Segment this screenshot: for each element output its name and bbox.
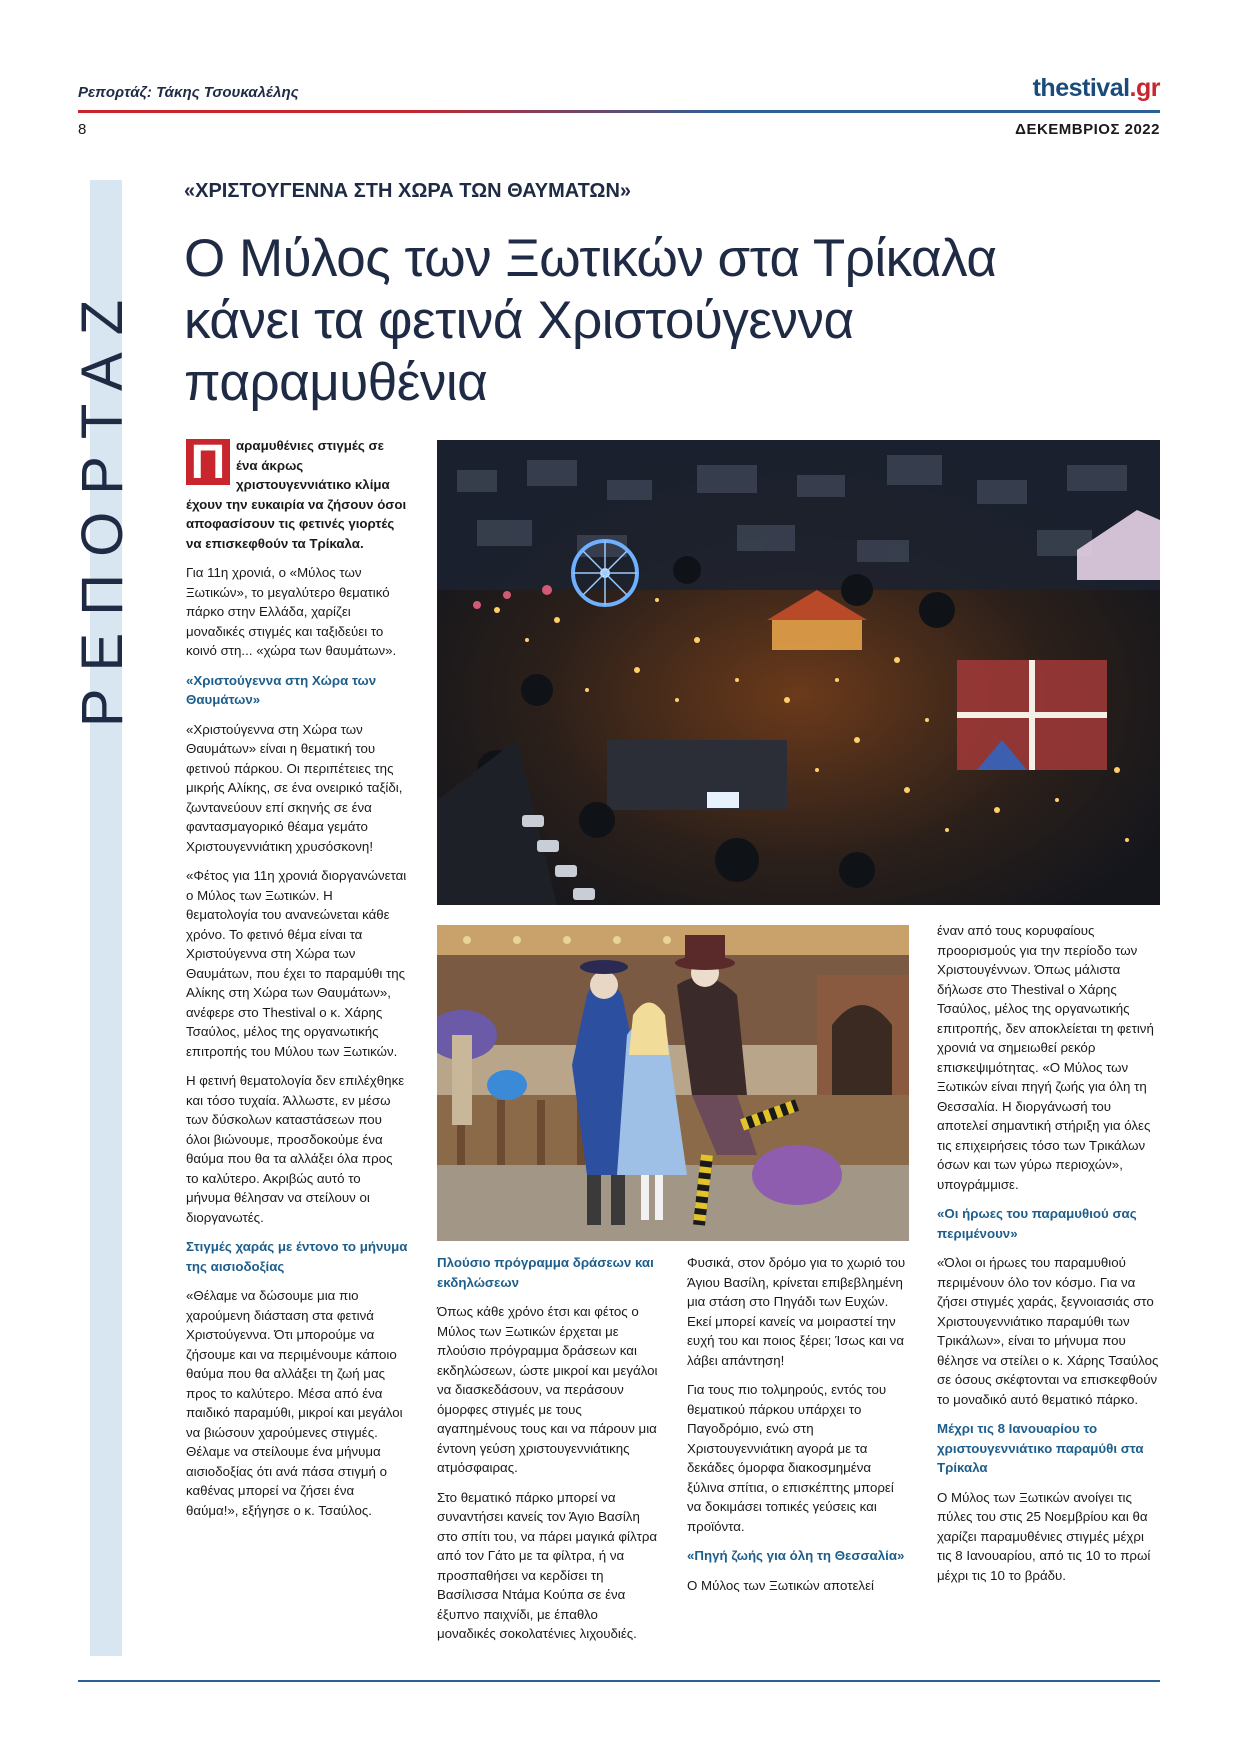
paragraph: Στο θεματικό πάρκο μπορεί να συναντήσει κανείς τον Άγιο Βασίλη στο σπίτι του, να πάρει μαγικά φίλτρα από τον Γάτο με τα φίλτρα, ή να προσπαθήσει να κερδίσει τη Βασίλισσα Ντάμα Κούπα σε ένα έξυπνο παιχνίδι, με έπαθλο μοναδικές σοκολατένιες λιχουδιές. [437,1489,658,1641]
aerial-park-photo [437,440,1160,905]
paragraph: Ο Μύλος των Ξωτικών ανοίγει τις πύλες του στις 25 Νοεμβρίου και θα χαρίζει παραμυθένιες στιγμές μέχρι τις 8 Ιανουαρίου, από τις 10 το πρωί μέχρι τις 10 το βράδυ. [937,1489,1151,1583]
article-column-1 [186,436,408,1530]
article-column-4 [937,921,1160,1595]
characters-photo [437,925,909,1241]
subheading: Πλούσιο πρόγραμμα δράσεων και εκδηλώσεων [437,1255,654,1290]
paragraph: «Φέτος για 11η χρονιά διοργανώνεται ο Μύλος των Ξωτικών. Η θεματολογία του ανανεώνεται κάθε χρόνο. Το φετινό θέμα είναι τα Χριστούγεννα στη Χώρα των Θαυμάτων, που έχει το παραμύθι της Αλίκης στη Χώρα των Θαυμάτων», ανέφερε στο Thestival ο κ. Χάρης Τσαύλος, μέλος της οργανωτικής επιτροπής του Μύλου των Ξωτικών. [186,868,407,1059]
lead-text: αραμυθένιες στιγμές σε ένα άκρως χριστουγεννιάτικο κλίμα έχουν την ευκαιρία να ζήσουν όσοι αποφασίσουν τις φετινές γιορτές να επισκεφθούν τα Τρίκαλα. [186,438,407,551]
paragraph: «Χριστούγεννα στη Χώρα των Θαυμάτων» είναι η θεματική του φετινού πάρκου. Οι περιπέτειες της μικρής Αλίκης, σε ένα ονειρικό ταξίδι, ζωντανεύουν επί σκηνής σε ένα φαντασμαγορικό θέαμα γεμάτο Χριστουγεννιάτικη χρυσόσκονη! [186,721,403,854]
subheading: «Πηγή ζωής για όλη τη Θεσσαλία» [687,1548,905,1563]
subheading: «Χριστούγεννα στη Χώρα των Θαυμάτων» [186,672,377,707]
lead-paragraph [186,436,408,553]
paragraph: Η φετινή θεματολογία δεν επιλέχθηκε και τόσο τυχαία. Άλλωστε, εν μέσω των δύσκολων καταστάσεων που όλοι βιώνουμε, προσδοκούμε ένα θαύμα που θα τα αλλάξει όλα προς το καλύτερο. Ακριβώς αυτό το μήνυμα θέλησαν να στείλουν οι διοργανωτές. [186,1073,405,1225]
paragraph: Για 11η χρονιά, ο «Μύλος των Ξωτικών», το μεγαλύτερο θεματικό πάρκο στην Ελλάδα, χαρίζει μοναδικές στιγμές και ταξιδεύει το κοινό στη... «χώρα των θαυμάτων». [186,565,397,658]
drop-cap: Π [186,439,230,485]
paragraph: «Θέλαμε να δώσουμε μια πιο χαρούμενη διάσταση στα φετινά Χριστούγεννα. Ότι μπορούμε να ζήσουμε και να περιμένουμε κάποιο θαύμα που θα αλλάξει τη ζωή μας προς το καλύτερο. Μέσα από ένα παιδικό παραμύθι, μικροί και μεγάλοι να βιώσουν χαρούμενες στιγμές. Θέλαμε να στείλουμε ένα μήνυμα αισιοδοξίας ότι ανά πάσα στιγμή ο καθένας μπορεί να ζήσει ένα θαύμα!», εξήγησε ο κ. Τσαύλος. [186,1288,403,1518]
paragraph: Ο Μύλος των Ξωτικών αποτελεί [687,1577,874,1593]
site-logo[interactable] [1033,74,1160,103]
subheading: Στιγμές χαράς με έντονο το μήνυμα της αισιοδοξίας [186,1239,408,1274]
article-column-3 [687,1253,909,1605]
header-rule [78,110,1160,113]
logo-accent: .gr [1129,74,1160,102]
article-headline [184,228,1104,414]
headline-line-1: Ο Μύλος των Ξωτικών στα Τρίκαλα [184,229,997,288]
page-number: 8 [78,121,87,138]
paragraph: Φυσικά, στον δρόμο για το χωριό του Άγιου Βασίλη, κρίνεται επιβεβλημένη μια στάση στο Πηγάδι των Ευχών. Εκεί μπορεί κανείς να μοιραστεί την ευχή του και ποιος ξέρει; Ίσως και να λάβει απάντηση! [687,1255,906,1368]
subheading: Μέχρι τις 8 Ιανουαρίου το χριστουγεννιάτικο παραμύθι στα Τρίκαλα [937,1421,1144,1475]
article-supertitle: «ΧΡΙΣΤΟΥΓΕΝΝΑ ΣΤΗ ΧΩΡΑ ΤΩΝ ΘΑΥΜΑΤΩΝ» [184,180,632,202]
paragraph: «Όλοι οι ήρωες του παραμυθιού περιμένουν όλο τον κόσμο. Για να ζήσει στιγμές χαράς, ξεγνοιασιάς στο Χριστουγεννιάτικο παραμύθι των Τρικάλων», είναι το μήνυμα που θέλησε να στείλει ο κ. Χάρης Τσαύλος σε όσους σκέφτονται να επισκεφθούν το μοναδικό αυτό θεματικό πάρκο. [937,1255,1159,1407]
article-column-2 [437,1253,659,1654]
logo-main: thestival [1032,74,1130,102]
footer-rule [78,1680,1160,1682]
section-label-text: ΡΕΠΟΡΤΑΖ [70,282,135,728]
byline: Ρεπορτάζ: Τάκης Τσουκαλέλης [78,84,299,101]
paragraph: έναν από τους κορυφαίους προορισμούς για την περίοδο των Χριστουγέννων. Όπως μάλιστα δήλωσε στο Thestival ο Χάρης Τσαύλος, μέλος της οργανωτικής επιτροπής, δεν αποκλείεται τη φετινή χρονιά να σημειωθεί ρεκόρ επισκεψιμότητας. «Ο Μύλος των Ξωτικών είναι πηγή ζωής για όλη τη Θεσσαλία. Η διοργάνωσή του αποτελεί σημαντική στήριξη για όλες τις επιχειρήσεις τόσο των Τρικάλων όσων και των γύρω περιοχών», υπογράμμισε. [937,923,1154,1192]
section-label [60,180,140,830]
headline-line-2: κάνει τα φετινά Χριστούγεννα [184,291,854,350]
subheading: «Οι ήρωες του παραμυθιού σας περιμένουν» [937,1206,1137,1241]
issue-date: ΔΕΚΕΜΒΡΙΟΣ 2022 [1015,121,1160,138]
paragraph: Για τους πιο τολμηρούς, εντός του θεματικού πάρκου υπάρχει το Παγοδρόμιο, ενώ στη Χριστουγεννιάτικη αγορά με τα δεκάδες όμορφα διακοσμημένα ξύλινα σπίτια, ο επισκέπτης μπορεί να δοκιμάσει τοπικές γεύσεις και προϊόντα. [687,1382,894,1534]
paragraph: Όπως κάθε χρόνο έτσι και φέτος ο Μύλος των Ξωτικών έρχεται με πλούσιο πρόγραμμα δράσεων και εκδηλώσεων, ώστε μικροί και μεγάλοι να διασκεδάσουν, να περάσουν όμορφες στιγμές με τους αγαπημένους τους και να πάρουν μια έντονη γεύση χριστουγεννιάτικης ατμόσφαιρας. [437,1304,658,1475]
headline-line-3: παραμυθένια [184,353,488,412]
